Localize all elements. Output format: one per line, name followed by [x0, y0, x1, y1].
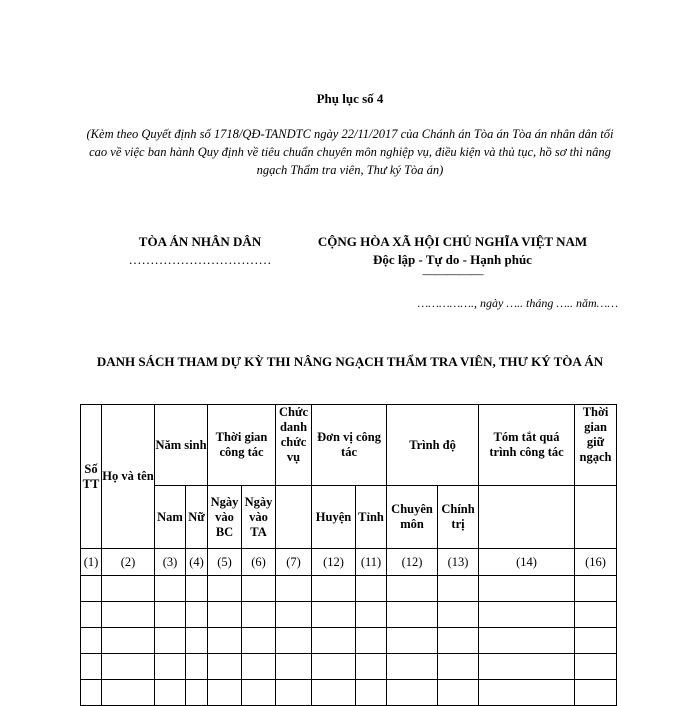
header-district: Huyện	[312, 486, 356, 549]
candidate-table	[80, 404, 617, 706]
header-day-bc: Ngày vào BC	[208, 486, 242, 549]
header-female: Nữ	[186, 486, 208, 549]
col-num: (3)	[155, 549, 186, 576]
col-num: (5)	[208, 549, 242, 576]
col-num: (12)	[387, 549, 438, 576]
table-row	[81, 602, 617, 628]
country-name: CỘNG HÒA XÃ HỘI CHỦ NGHĨA VIỆT NAM	[317, 234, 588, 249]
header-politics: Chính trị	[438, 486, 479, 549]
header-province: Tỉnh	[356, 486, 387, 549]
col-num: (11)	[356, 549, 387, 576]
col-num: (12)	[312, 549, 356, 576]
header-specialty: Chuyên môn	[387, 486, 438, 549]
header-name: Họ và tên	[102, 405, 155, 549]
date-line: ……………., ngày ….. tháng ….. năm……	[417, 296, 618, 310]
table-row	[81, 680, 617, 706]
header-unit: Đơn vị công tác	[312, 405, 387, 486]
table-row	[81, 576, 617, 602]
appendix-title: Phụ lục số 4	[316, 91, 384, 106]
national-motto: Độc lập - Tự do - Hạnh phúc	[373, 252, 532, 267]
list-title: DANH SÁCH THAM DỰ KỲ THI NÂNG NGẠCH THẨM TRA VIÊN, THƯ KÝ TÒA ÁN	[96, 354, 604, 369]
header-day-ta: Ngày vào TA	[242, 486, 276, 549]
col-num: (7)	[276, 549, 312, 576]
header-level: Trình độ	[387, 405, 479, 486]
column-number-row	[81, 549, 617, 576]
col-num: (6)	[242, 549, 276, 576]
table-row	[81, 628, 617, 654]
table-row	[81, 654, 617, 680]
header-summary-sub	[479, 486, 575, 549]
header-position-sub	[276, 486, 312, 549]
header-rank-time: Thời gian giữ ngạch	[575, 405, 617, 486]
header-birth-year: Năm sinh	[155, 405, 208, 486]
motto-underline: —————	[422, 266, 483, 281]
right-header	[290, 233, 615, 279]
header-summary: Tóm tắt quá trình công tác	[479, 405, 575, 486]
header-work-time: Thời gian công tác	[208, 405, 276, 486]
org-dots: ……………………………	[128, 252, 272, 267]
header-stt: Số TT	[81, 405, 102, 549]
header-rank-time-sub	[575, 486, 617, 549]
left-header	[100, 233, 300, 269]
document-subtitle: (Kèm theo Quyết định số 1718/QĐ-TANDTC ngày 22/11/2017 của Chánh án Tòa án Tòa án nhân dân tối cao về việc ban hành Quy định về tiêu chuẩn chuyên môn nghiệp vụ, điều kiện và thủ tục, hồ sơ thi nâng ngạch Thẩm tra viên, Thư ký Tòa án)	[86, 127, 614, 177]
col-num: (2)	[102, 549, 155, 576]
header-male: Nam	[155, 486, 186, 549]
col-num: (14)	[479, 549, 575, 576]
header-position: Chức danh chức vụ	[276, 405, 312, 486]
col-num: (16)	[575, 549, 617, 576]
col-num: (1)	[81, 549, 102, 576]
col-num: (4)	[186, 549, 208, 576]
org-name: TÒA ÁN NHÂN DÂN	[138, 234, 262, 249]
col-num: (13)	[438, 549, 479, 576]
